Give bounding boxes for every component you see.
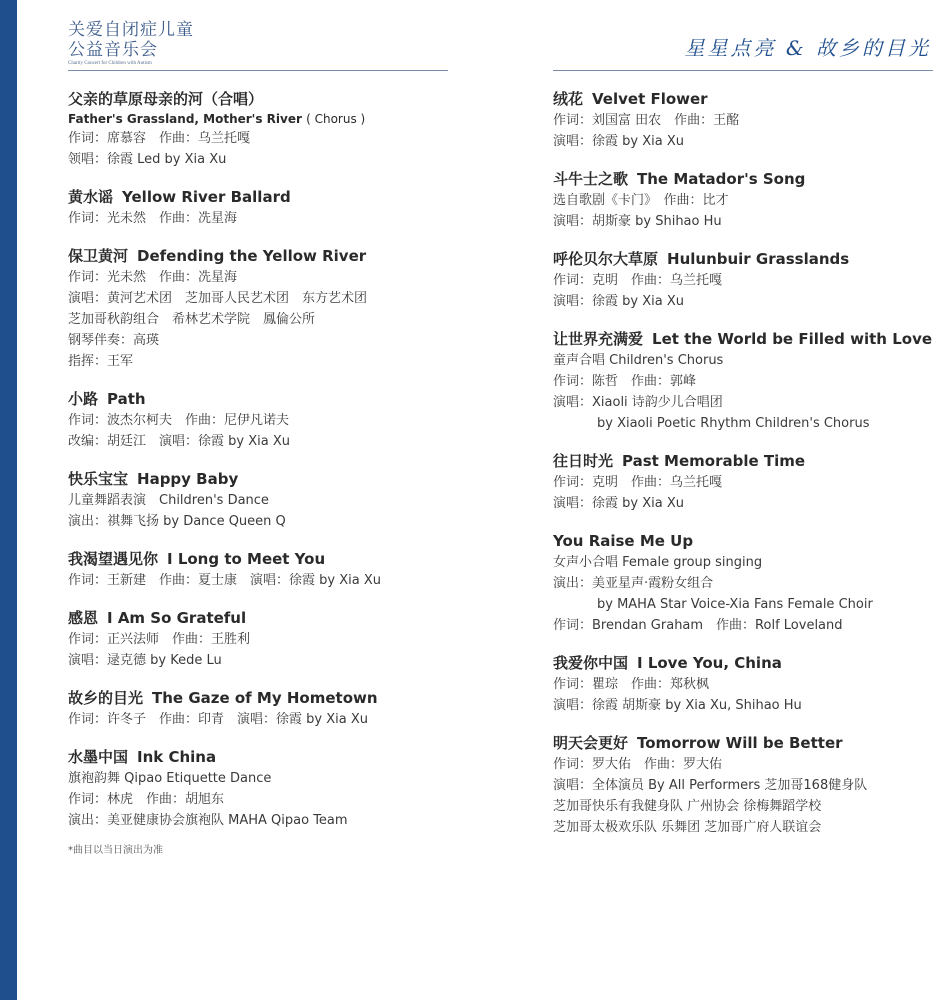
program-item-title bbox=[68, 388, 448, 410]
program-item bbox=[68, 186, 448, 229]
program-item bbox=[68, 245, 448, 372]
program-credit-line: 领唱：徐霞 Led by Xia Xu bbox=[68, 152, 227, 167]
title-english: Happy Baby bbox=[137, 470, 239, 488]
title-english: Defending the Yellow River bbox=[137, 247, 367, 265]
program-column-right bbox=[553, 88, 938, 854]
program-item bbox=[553, 328, 938, 434]
program-credit-line: 女声小合唱 Female group singing bbox=[553, 555, 763, 570]
program-credit-line: 演唱：全体演员 By All Performers 芝加哥168健身队 bbox=[553, 778, 868, 793]
title-english: I Love You, China bbox=[637, 654, 782, 672]
program-item bbox=[68, 746, 448, 831]
program-credit-line: 作词：Brendan Graham 作曲：Rolf Loveland bbox=[553, 618, 843, 633]
program-item-title bbox=[553, 328, 938, 350]
title-english: Yellow River Ballard bbox=[122, 188, 291, 206]
title-chinese: 故乡的目光 bbox=[68, 689, 144, 707]
title-chinese: 父亲的草原母亲的河（合唱） bbox=[68, 90, 264, 108]
program-credit-line: 作词：克明 作曲：乌兰托嘎 bbox=[553, 273, 723, 288]
program-credit-line: 演出：美亚健康协会旗袍队 MAHA Qipao Team bbox=[68, 813, 348, 828]
program-credit-line: 作词：刘国富 田农 作曲：王酩 bbox=[553, 113, 740, 128]
program-item-title bbox=[68, 548, 448, 570]
program-column-left bbox=[68, 88, 448, 856]
program-credit-line: 作词：光未然 作曲：冼星海 bbox=[68, 211, 238, 226]
title-chinese: 小路 bbox=[68, 390, 99, 408]
title-english: Let the World be Filled with Love bbox=[652, 330, 933, 348]
program-credit-line: 指挥：王军 bbox=[68, 354, 134, 369]
program-credit-line: 作词：王新建 作曲：夏士康 演唱：徐霞 by Xia Xu bbox=[68, 573, 381, 588]
program-item bbox=[553, 88, 938, 152]
program-item-title bbox=[553, 168, 938, 190]
program-credit-line: 作词：正兴法师 作曲：王胜利 bbox=[68, 632, 251, 647]
program-credit-line: 作词：罗大佑 作曲：罗大佑 bbox=[553, 757, 723, 772]
program-credit-line: 演唱：徐霞 by Xia Xu bbox=[553, 496, 684, 511]
program-item bbox=[553, 732, 938, 838]
concert-theme-title: 星星点亮 & 故乡的目光 bbox=[684, 36, 931, 60]
program-credit-line: 改编：胡廷江 演唱：徐霞 by Xia Xu bbox=[68, 434, 290, 449]
title-chinese: 呼伦贝尔大草原 bbox=[553, 250, 659, 268]
title-chinese: 往日时光 bbox=[553, 452, 614, 470]
program-item bbox=[68, 468, 448, 532]
title-english: I Am So Grateful bbox=[107, 609, 247, 627]
program-credit-line: 儿童舞蹈表演 Children's Dance bbox=[68, 493, 269, 508]
program-credit-line: 演唱：徐霞 by Xia Xu bbox=[553, 294, 684, 309]
program-item bbox=[553, 248, 938, 312]
title-english: You Raise Me Up bbox=[553, 532, 694, 550]
program-credit-line: 作词：瞿琮 作曲：郑秋枫 bbox=[553, 677, 710, 692]
program-item-title bbox=[553, 88, 938, 110]
program-credit-line: by MAHA Star Voice-Xia Fans Female Choir bbox=[597, 597, 873, 612]
program-credit-line: 芝加哥秋韵组合 希林艺术学院 鳳倫公所 bbox=[68, 312, 316, 327]
title-chinese: 黄水谣 bbox=[68, 188, 114, 206]
program-credit-line: 作词：席慕容 作曲：乌兰托嘎 bbox=[68, 131, 251, 146]
program-item-title bbox=[68, 245, 448, 267]
title-chinese: 我渴望遇见你 bbox=[68, 550, 159, 568]
concert-title-line1: 关爱自闭症儿童 bbox=[68, 20, 194, 40]
header-rule-left bbox=[68, 70, 448, 71]
title-english: Path bbox=[107, 390, 146, 408]
program-item-english-subtitle bbox=[68, 110, 448, 128]
program-item-title bbox=[553, 248, 938, 270]
program-credit-line: 旗袍韵舞 Qipao Etiquette Dance bbox=[68, 771, 272, 786]
program-item-title bbox=[68, 607, 448, 629]
concert-title-english: Charity Concert for Children with Autism bbox=[68, 61, 152, 66]
title-english-note: ( Chorus ) bbox=[306, 112, 366, 126]
title-chinese: 保卫黄河 bbox=[68, 247, 129, 265]
title-chinese: 水墨中国 bbox=[68, 748, 129, 766]
program-item-title bbox=[553, 652, 938, 674]
program-credit-line: 童声合唱 Children's Chorus bbox=[553, 353, 724, 368]
program-item bbox=[68, 88, 448, 170]
program-credit-line: 芝加哥快乐有我健身队 广州协会 徐梅舞蹈学校 bbox=[553, 799, 822, 814]
title-english: Past Memorable Time bbox=[622, 452, 806, 470]
title-english: Velvet Flower bbox=[592, 90, 708, 108]
program-item-title bbox=[68, 186, 448, 208]
title-chinese: 我爱你中国 bbox=[553, 654, 629, 672]
program-credit-line: 作词：光未然 作曲：冼星海 bbox=[68, 270, 238, 285]
program-credit-line: 作词：克明 作曲：乌兰托嘎 bbox=[553, 475, 723, 490]
program-item-title bbox=[68, 468, 448, 490]
title-chinese: 快乐宝宝 bbox=[68, 470, 129, 488]
title-chinese: 绒花 bbox=[553, 90, 584, 108]
program-credit-line: 演唱：徐霞 by Xia Xu bbox=[553, 134, 684, 149]
title-english: Hulunbuir Grasslands bbox=[667, 250, 850, 268]
program-change-note: *曲目以当日演出为准 bbox=[68, 845, 163, 856]
program-credit-line: 作词：许冬子 作曲：印青 演唱：徐霞 by Xia Xu bbox=[68, 712, 368, 727]
title-chinese: 明天会更好 bbox=[553, 734, 629, 752]
title-chinese: 让世界充满爱 bbox=[553, 330, 644, 348]
program-item-title bbox=[553, 732, 938, 754]
program-credit-line: 演出：美亚星声·霞粉女组合 bbox=[553, 576, 714, 591]
title-english: The Gaze of My Hometown bbox=[152, 689, 378, 707]
program-item-title bbox=[68, 88, 448, 110]
program-item bbox=[553, 168, 938, 232]
program-credit-line: 演出：祺舞飞扬 by Dance Queen Q bbox=[68, 514, 286, 529]
program-credit-line: 钢琴伴奏：高瑛 bbox=[68, 333, 160, 348]
program-item bbox=[68, 687, 448, 730]
title-english: I Long to Meet You bbox=[167, 550, 326, 568]
title-english: Father's Grassland, Mother's River bbox=[68, 112, 302, 126]
program-item-title bbox=[553, 530, 938, 552]
program-item-title bbox=[68, 746, 448, 768]
program-credit-line: by Xiaoli Poetic Rhythm Children's Chorus bbox=[597, 416, 870, 431]
program-item bbox=[553, 652, 938, 716]
program-credit-line: 演唱：胡斯豪 by Shihao Hu bbox=[553, 214, 722, 229]
program-credit-line: 演唱：徐霞 胡斯豪 by Xia Xu, Shihao Hu bbox=[553, 698, 802, 713]
concert-title-line2: 公益音乐会 bbox=[68, 40, 158, 60]
program-credit-line: 演唱：Xiaoli 诗韵少儿合唱团 bbox=[553, 395, 723, 410]
program-item-title bbox=[553, 450, 938, 472]
title-english: The Matador's Song bbox=[637, 170, 806, 188]
title-english: Tomorrow Will be Better bbox=[637, 734, 843, 752]
title-chinese: 感恩 bbox=[68, 609, 99, 627]
program-item bbox=[553, 450, 938, 514]
left-edge-band bbox=[0, 0, 17, 1000]
header-rule-right bbox=[553, 70, 933, 71]
program-credit-line: 选自歌剧《卡门》 作曲：比才 bbox=[553, 193, 729, 208]
title-english: Ink China bbox=[137, 748, 217, 766]
program-item bbox=[68, 607, 448, 671]
program-credit-line: 作词：波杰尔柯夫 作曲：尼伊凡诺夫 bbox=[68, 413, 290, 428]
program-item bbox=[68, 388, 448, 452]
title-chinese: 斗牛士之歌 bbox=[553, 170, 629, 188]
concert-title-block bbox=[68, 20, 194, 66]
program-credit-line: 演唱：逯克德 by Kede Lu bbox=[68, 653, 222, 668]
program-credit-line: 芝加哥太极欢乐队 乐舞团 芝加哥广府人联谊会 bbox=[553, 820, 822, 835]
program-item-title bbox=[68, 687, 448, 709]
program-credit-line: 作词：陈哲 作曲：郭峰 bbox=[553, 374, 697, 389]
program-item bbox=[68, 548, 448, 591]
program-credit-line: 演唱：黄河艺术团 芝加哥人民艺术团 东方艺术团 bbox=[68, 291, 368, 306]
program-item bbox=[553, 530, 938, 636]
program-credit-line: 作词：林虎 作曲：胡旭东 bbox=[68, 792, 225, 807]
